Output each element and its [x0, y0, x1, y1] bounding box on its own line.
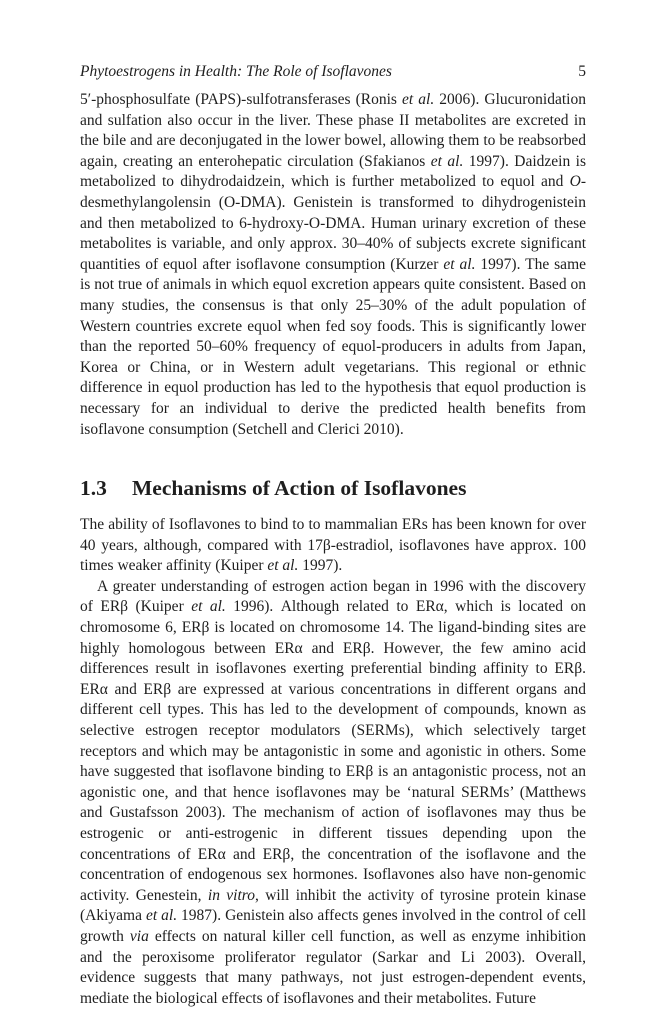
page	[80, 62, 586, 1009]
section-number: 1.3	[80, 476, 107, 501]
running-title: Phytoestrogens in Health: The Role of Isoflavones	[80, 63, 392, 80]
section-heading	[80, 475, 586, 501]
body-paragraph-2: The ability of Isoflavones to bind to to mammalian ERs has been known for over 40 years, although, compared with 17β-estradiol, isoflavones have approx. 100 times weaker affinity (Kuiper et al. 1997).	[80, 516, 586, 575]
section-title: Mechanisms of Action of Isoflavones	[132, 476, 467, 501]
body-paragraph-1: 5′-phosphosulfate (PAPS)-sulfotransferases (Ronis et al. 2006). Glucuronidation and sulfation also occur in the liver. These phase II metabolites are excreted in the bile and are deconjugated in the lower bowel, allowing them to be reabsorbed again, creating an enterohepatic circulation (Sfakianos et al. 1997). Daidzein is metabolized to dihydrodaidzein, which is further metabolized to equol and O-desmethylangolensin (O-DMA). Genistein is transformed to dihydrogenistein and then metabolized to 6-hydroxy-O-DMA. Human urinary excretion of these metabolites is variable, and only approx. 30–40% of subjects excrete significant quantities of equol after isoflavone consumption (Kurzer et al. 1997). The same is not true of animals in which equol excretion appears quite consistent. Based on many studies, the consensus is that only 25–30% of the adult population of Western countries excrete equol when fed soy foods. This is significantly lower than the reported 50–60% frequency of equol-producers in adults from Japan, Korea or China, or in Western adult vegetarians. This regional or ethnic difference in equol production has led to the hypothesis that equol production is necessary for an individual to derive the predicted health benefits from isoflavone consumption (Setchell and Clerici 2010).	[80, 91, 587, 438]
running-header	[80, 62, 586, 82]
body-paragraph-3: A greater understanding of estrogen action began in 1996 with the discovery of ERβ (Kuiper et al. 1996). Although related to ERα, which is located on chromosome 6, ERβ is located on chromosome 14. The ligand-binding sites are highly homologous between ERα and ERβ. However, the few amino acid differences result in isoflavones exerting preferential binding affinity to ERβ. ERα and ERβ are expressed at various concentrations in different organs and different cell types. This has led to the development of compounds, known as selective estrogen receptor modulators (SERMs), which selectively target receptors and which may be antagonistic in some and agonistic in others. Some have suggested that isoflavone binding to ERβ is an antagonistic process, not an agonistic one, and that hence isoflavones may be ‘natural SERMs’ (Matthews and Gustafsson 2003). The mechanism of action of isoflavones may thus be estrogenic or anti-estrogenic in different tissues depending upon the concentrations of ERα and ERβ, the concentration of the isoflavone and the concentration of endogenous sex hormones. Isoflavones also have non-genomic activity. Genestein, in vitro, will inhibit the activity of tyrosine protein kinase (Akiyama et al. 1987). Genistein also affects genes involved in the control of cell growth via effects on natural killer cell function, as well as enzyme inhibition and the peroxisome proliferator regulator (Sarkar and Li 2003). Overall, evidence suggests that many pathways, not just estrogen-dependent events, mediate the biological effects of isoflavones and their metabolites. Future	[80, 577, 586, 1007]
page-number: 5	[578, 63, 586, 80]
